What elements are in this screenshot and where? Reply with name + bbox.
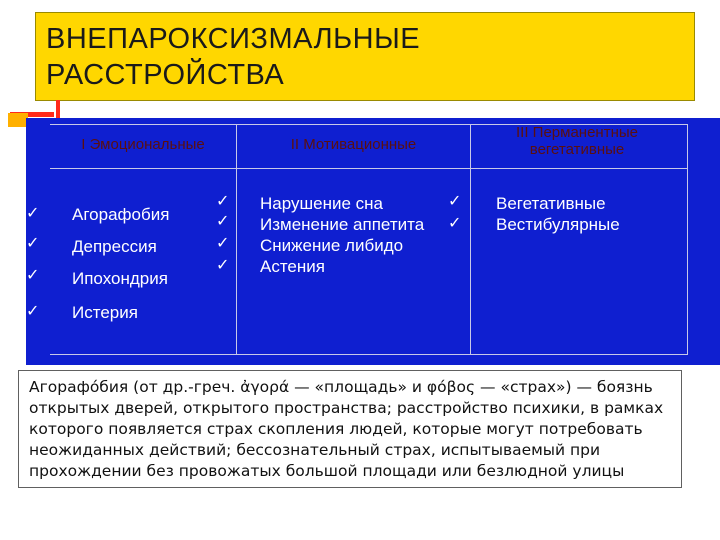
column-header-vegetative: III Перманентные вегетативные xyxy=(516,124,638,158)
list-item: Ипохондрия xyxy=(72,269,168,288)
column-header-emotional: I Эмоциональные xyxy=(81,136,205,153)
list-item: Вестибулярные xyxy=(496,215,620,234)
list-item: Астения xyxy=(260,257,325,276)
check-icon: ✓ xyxy=(216,191,230,210)
list-item: Вегетативные xyxy=(496,194,606,213)
check-icon: ✓ xyxy=(448,213,462,232)
check-icon: ✓ xyxy=(216,233,230,252)
description-text: Агорафо́бия (от др.-греч. ἀγορά — «площадь» и φόβος — «страх») — боязнь открытых дверей, открытого пространства; расстройство психики, в рамках которого появляется страх скопления людей, которые могут потребовать неожиданных действий; бессознательный страх, испытываемый при прохождении без провожатых большой площади или безлюдной улицы xyxy=(29,378,664,480)
check-icon: ✓ xyxy=(216,255,230,274)
list-item: Агорафобия xyxy=(72,205,170,224)
table-right-line xyxy=(687,124,688,354)
accent-bar-vertical xyxy=(56,100,60,120)
check-icon: ✓ xyxy=(448,191,462,210)
slide-title-box xyxy=(35,12,695,101)
slide-title: ВНЕПАРОКСИЗМАЛЬНЫЕ РАССТРОЙСТВА xyxy=(46,23,421,91)
list-item: Депрессия xyxy=(72,237,157,256)
table-header-line xyxy=(50,168,688,169)
table-col-divider-2 xyxy=(470,124,471,354)
table-bottom-line xyxy=(50,354,688,355)
column-header-motivational: II Мотивационные xyxy=(290,136,417,153)
list-item: Изменение аппетита xyxy=(260,215,425,234)
list-item: Истерия xyxy=(72,303,138,322)
description-box xyxy=(18,370,682,488)
disorders-table xyxy=(26,118,720,365)
check-icon: ✓ xyxy=(26,203,40,222)
check-icon: ✓ xyxy=(26,233,40,252)
table-col-divider-1 xyxy=(236,124,237,354)
check-icon: ✓ xyxy=(26,265,40,284)
accent-square xyxy=(8,113,28,127)
check-icon: ✓ xyxy=(26,301,40,320)
list-item: Снижение либидо xyxy=(260,236,404,255)
check-icon: ✓ xyxy=(216,211,230,230)
list-item: Нарушение сна xyxy=(260,194,383,213)
